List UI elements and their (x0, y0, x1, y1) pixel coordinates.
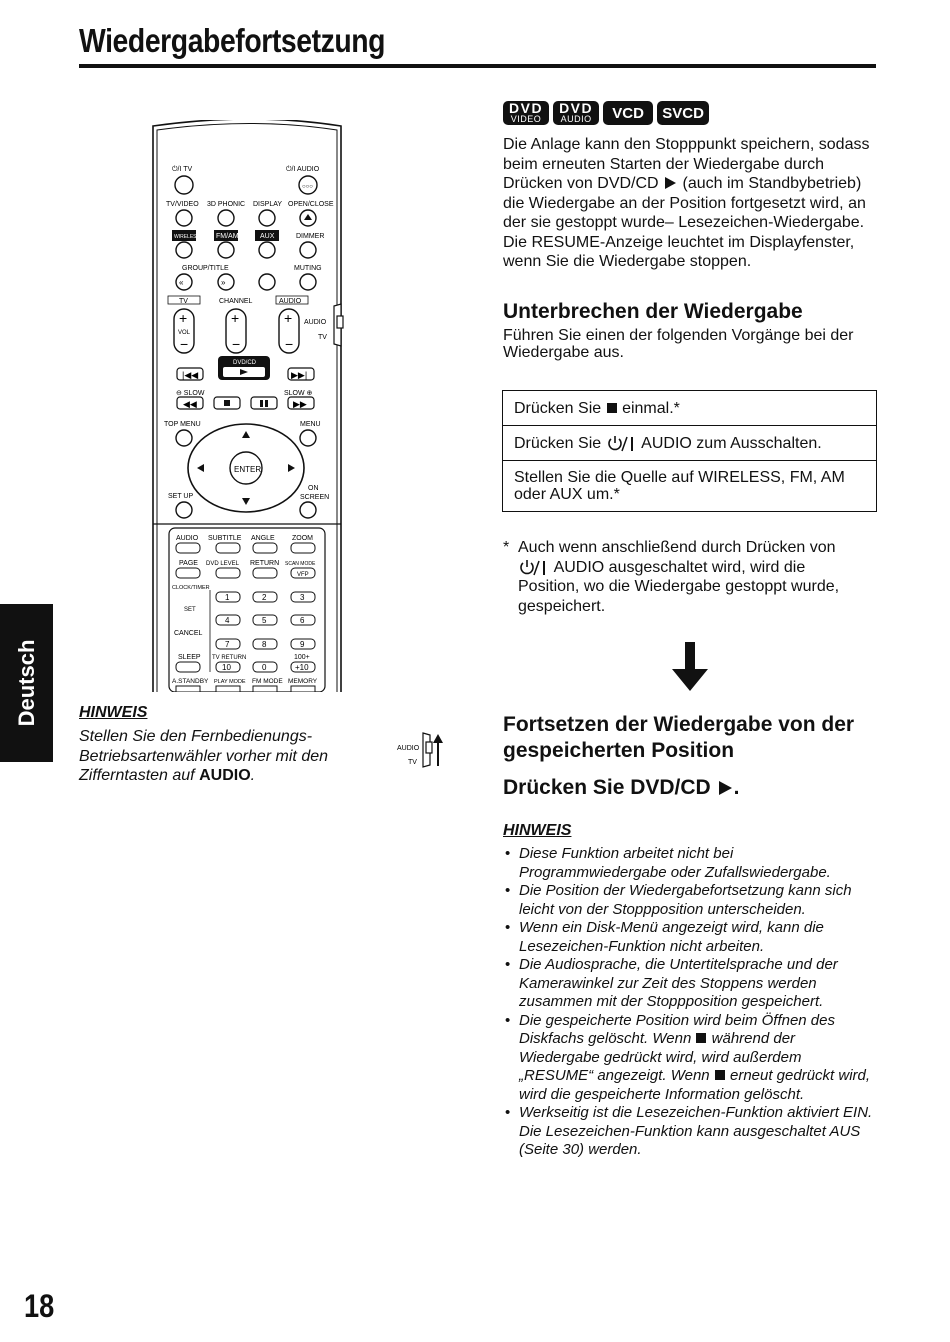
footnote (503, 538, 863, 616)
remote-enter-label: ENTER (234, 465, 262, 474)
heading-interrupt: Unterbrechen der Wiedergabe (503, 300, 803, 323)
intro-text-1: Die Anlage kann den Stopppunkt speichern, sodass beim erneuten Starten der Wiedergabe durch Drücken von DVD/CD (503, 136, 870, 192)
remote-tv-label: TV (179, 298, 188, 305)
svg-text:▶▶: ▶▶ (293, 399, 307, 409)
badge-dvd-audio-top: DVD (559, 100, 594, 116)
svg-text:|◀◀: |◀◀ (182, 370, 199, 380)
remote-key-8: 8 (262, 640, 267, 649)
remote-grouptitle-label: GROUP/TITLE (182, 265, 229, 272)
badge-dvd-audio (553, 101, 599, 125)
remote-control-illustration (152, 120, 352, 692)
footnote-text-1: Auch wenn anschließend durch Drücken von (518, 539, 836, 556)
remote-key-subtitle: SUBTITLE (208, 535, 242, 542)
step1-post: einmal.* (622, 399, 680, 417)
remote-key-set: SET (184, 607, 196, 613)
resume-action-end: . (733, 776, 740, 799)
hinweis-left-end: . (250, 767, 256, 784)
remote-aux-label: AUX (260, 233, 275, 240)
remote-key-3: 3 (300, 593, 305, 602)
badge-dvd-video-bottom: VIDEO (510, 114, 542, 124)
mode-switch-illustration (396, 731, 448, 771)
stop-icon (696, 1033, 706, 1043)
remote-key-1: 1 (225, 593, 230, 602)
remote-key-return: RETURN (250, 560, 280, 567)
svg-text:+: + (179, 310, 188, 326)
intro-text-2: (auch im Standbybetrieb) die Wiedergabe an der Position fortgesetzt wird, an der sie gestoppt wurde– Lesezeichen-Wiedergabe. Die RESUME-Anzeige leuchtet im Displayfenster, wenn Sie die Wiedergabe stoppen. (503, 175, 866, 270)
remote-slow-right-label: SLOW ⊕ (284, 390, 313, 397)
language-tab (0, 604, 53, 762)
svg-text:+: + (231, 310, 240, 326)
step-cell-source: Stellen Sie die Quelle auf WIRELESS, FM, AM oder AUX um.* (503, 461, 877, 512)
remote-power-audio-label: ⏻/I AUDIO (286, 166, 320, 173)
remote-key-0: 0 (262, 663, 267, 672)
remote-key-memory: MEMORY (288, 678, 318, 685)
remote-key-vfp: VFP (297, 572, 309, 578)
list-item: • Werkseitig ist die Lesezeichen-Funktion aktiviert EIN. Die Lesezeichen-Funktion kann ausgeschaltet AUS (Seite 30) werden. (503, 1104, 875, 1160)
hinweis-left-body: Stellen Sie den Fernbedienungs-Betriebsartenwähler vorher mit den Zifferntasten auf (79, 728, 329, 784)
table-row (503, 461, 877, 512)
page-title: Wiedergabefortsetzung (79, 22, 386, 59)
remote-key-zoom: ZOOM (292, 535, 313, 542)
footnote-star: * (503, 539, 510, 556)
remote-key-100plus: 100+ (294, 654, 310, 661)
svg-text:»: » (221, 278, 226, 287)
stop-icon (715, 1070, 725, 1080)
remote-key-7: 7 (225, 640, 230, 649)
stop-icon (607, 403, 617, 413)
heading-resume: Fortsetzen der Wiedergabe von der gespeicherten Position (503, 713, 855, 762)
disc-format-badges (503, 101, 709, 125)
remote-on-label: ON (308, 485, 319, 492)
remote-power-tv-label: ⏻/I TV (172, 166, 193, 173)
hinweis-left-heading: HINWEIS (79, 704, 148, 721)
play-icon (665, 177, 676, 189)
remote-dimmer-label: DIMMER (296, 233, 325, 240)
resume-action-text: Drücken Sie DVD/CD (503, 776, 711, 799)
hinweis-left-text (79, 727, 369, 786)
remote-key-sleep: SLEEP (178, 654, 201, 661)
remote-menu-label: MENU (300, 421, 321, 428)
mode-switch-audio-label: AUDIO (397, 745, 420, 752)
remote-dvdcd-label: DVD/CD (233, 360, 257, 366)
remote-key-plus10: +10 (295, 663, 309, 672)
svg-text:«: « (179, 278, 184, 287)
svg-text:○○○: ○○○ (302, 184, 313, 190)
remote-audio-label: AUDIO (279, 298, 302, 305)
hinweis-left-bold: AUDIO (199, 767, 251, 784)
mode-switch-tv-label: TV (408, 759, 417, 766)
svg-text:−: − (285, 336, 294, 352)
page-number: 18 (24, 1288, 55, 1324)
svg-text:+: + (284, 310, 293, 326)
remote-setup-label: SET UP (168, 493, 194, 500)
remote-openclose-label: OPEN/CLOSE (288, 201, 334, 208)
remote-key-9: 9 (300, 640, 305, 649)
remote-key-dvdlevel: DVD LEVEL (206, 561, 240, 567)
remote-display-label: DISPLAY (253, 201, 283, 208)
footnote-text-2: AUDIO ausgeschaltet wird, wird die Position, wo die Wiedergabe gestoppt wurde, gespeichert. (518, 558, 840, 615)
svg-text:−: − (232, 336, 241, 352)
table-row (503, 391, 877, 426)
remote-fmam-label: FM/AM (216, 233, 239, 240)
remote-3dphonic-label: 3D PHONIC (207, 201, 246, 208)
list-item: • Wenn ein Disk-Menü angezeigt wird, kann die Lesezeichen-Funktion nicht arbeiten. (503, 919, 875, 956)
play-icon (719, 781, 732, 795)
remote-key-angle: ANGLE (251, 535, 275, 542)
svg-text:−: − (180, 336, 189, 352)
hinweis-right-heading: HINWEIS (503, 822, 572, 839)
remote-key-6: 6 (300, 616, 305, 625)
remote-key-fmmode: FM MODE (252, 678, 283, 685)
note5-b: während der Wiedergabe gedrückt wird, wird außerdem „RESUME“ angezeigt. Wenn (519, 1030, 802, 1084)
remote-key-tvreturn: TV RETURN (212, 655, 247, 661)
remote-key-page: PAGE (179, 560, 198, 567)
remote-power-tv-button (175, 176, 193, 194)
remote-key-10: 10 (222, 663, 231, 672)
interrupt-steps-table (502, 390, 877, 512)
remote-vol-label: VOL (178, 330, 191, 336)
note5-a: Die gespeicherte Position wird beim Öffnen des Diskfachs gelöscht. Wenn (519, 1011, 835, 1047)
power-icon (606, 435, 638, 452)
remote-key-playmode: PLAY MODE (214, 679, 246, 685)
interrupt-description: Führen Sie einen der folgenden Vorgänge bei der Wiedergabe aus. (503, 327, 854, 361)
table-row (503, 426, 877, 461)
remote-channel-label: CHANNEL (219, 298, 253, 305)
remote-key-cancel: CANCEL (174, 630, 203, 637)
step-cell-power (503, 426, 877, 461)
power-icon (518, 559, 550, 576)
note5-c: erneut gedrückt wird, wird die gespeicherte Information gelöscht. (519, 1067, 871, 1103)
remote-key-clocktimer: CLOCK/TIMER (172, 585, 210, 591)
list-item: • Diese Funktion arbeitet nicht bei Programmwiedergabe oder Zufallswiedergabe. (503, 845, 875, 882)
hinweis-right-list (503, 845, 875, 1160)
remote-key-audio: AUDIO (176, 535, 199, 542)
remote-wireless-label: WIRELESS (174, 234, 200, 240)
badge-dvd-video-top: DVD (509, 100, 544, 116)
list-item (503, 1012, 875, 1105)
step2-post: AUDIO zum Ausschalten. (641, 434, 822, 452)
remote-key-scanmode: SCAN MODE (285, 561, 316, 567)
badge-svcd: SVCD (657, 101, 709, 125)
badge-dvd-audio-bottom: AUDIO (560, 114, 592, 124)
badge-dvd-video (503, 101, 549, 125)
title-rule (79, 64, 876, 68)
remote-switch-tv: TV (318, 334, 327, 341)
remote-key-5: 5 (262, 616, 267, 625)
remote-key-astandby: A.STANDBY (172, 678, 209, 685)
remote-muting-label: MUTING (294, 265, 322, 272)
svg-text:▶▶|: ▶▶| (291, 370, 308, 380)
remote-topmenu-label: TOP MENU (164, 421, 201, 428)
badge-vcd: VCD (603, 101, 653, 125)
remote-key-2: 2 (262, 593, 267, 602)
remote-slow-left-label: ⊖ SLOW (176, 390, 205, 397)
svg-text:◀◀: ◀◀ (183, 399, 197, 409)
arrow-down-icon (670, 642, 710, 692)
remote-tvvideo-label: TV/VIDEO (166, 201, 199, 208)
intro-paragraph (503, 135, 873, 272)
step1-pre: Drücken Sie (514, 399, 602, 417)
resume-action (503, 776, 739, 800)
remote-switch-audio: AUDIO (304, 319, 327, 326)
language-tab-label: Deutsch (13, 639, 39, 727)
step-cell-stop (503, 391, 877, 426)
remote-key-4: 4 (225, 616, 230, 625)
list-item: • Die Position der Wiedergabefortsetzung kann sich leicht von der Stoppposition unterscheiden. (503, 882, 875, 919)
list-item: • Die Audiosprache, die Untertitelsprache und der Kamerawinkel zur Zeit des Stoppens werden zusammen mit der Stoppposition gespeichert. (503, 956, 875, 1012)
remote-screen-label: SCREEN (300, 494, 330, 501)
step2-pre: Drücken Sie (514, 434, 602, 452)
